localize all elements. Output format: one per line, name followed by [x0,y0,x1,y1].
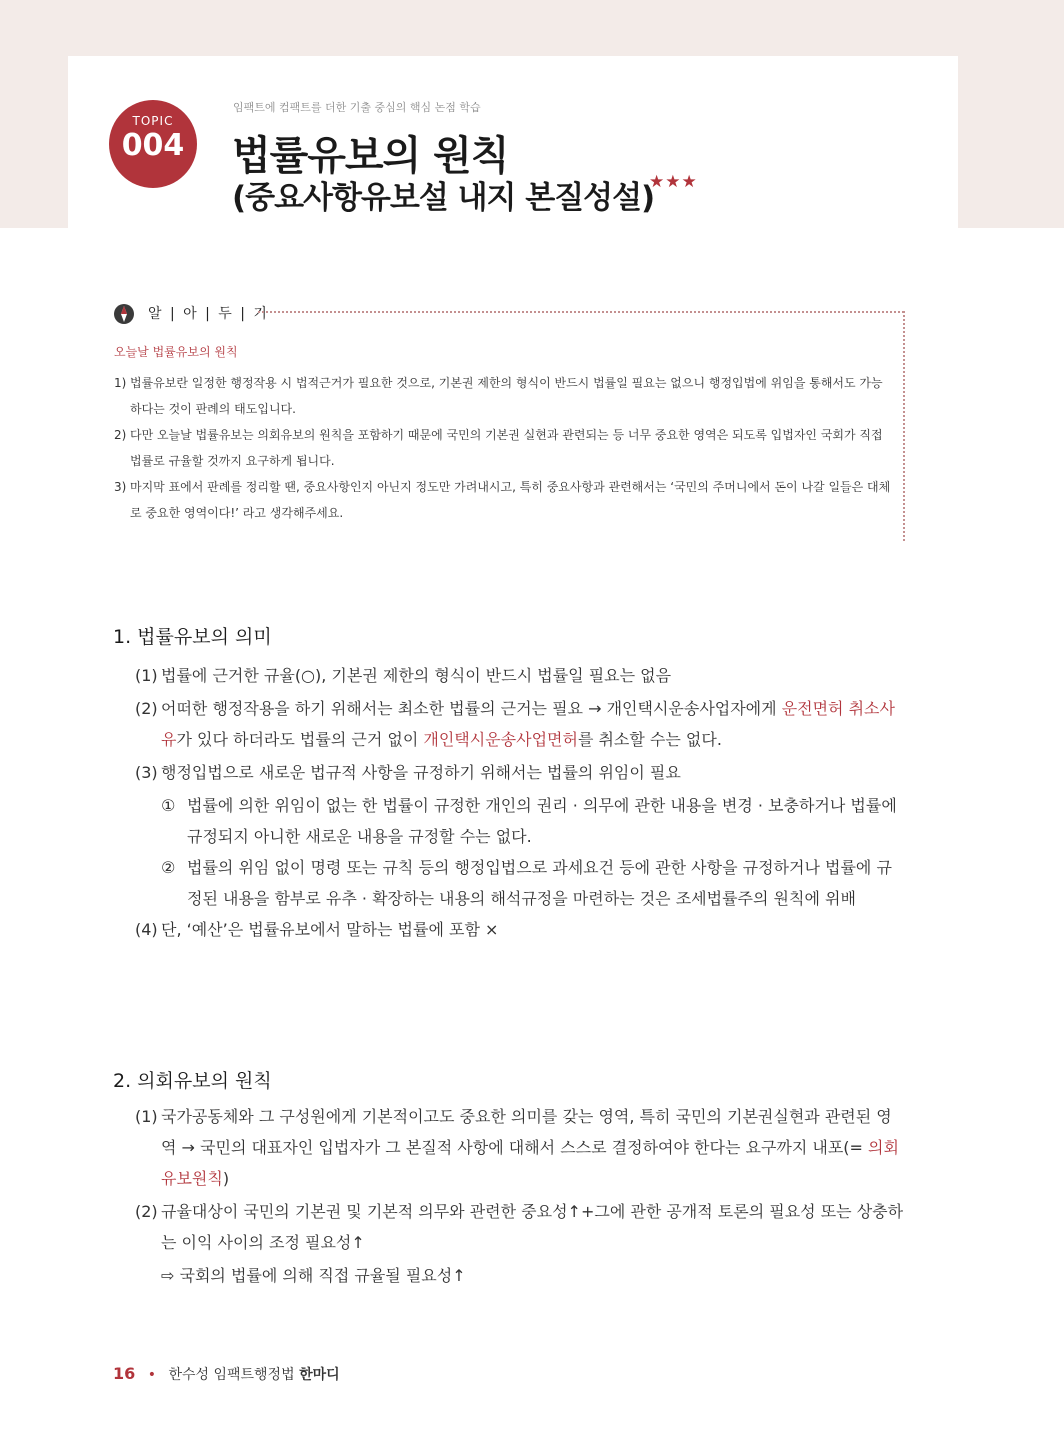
know-item-number: 2) [114,428,127,442]
section-heading-1: 1. 법률유보의 의미 [113,626,272,648]
topic-number: 004 [121,128,185,163]
paragraph-text [161,693,905,755]
sub-paragraph-number: ① [161,796,176,815]
paragraph-number: (1) [135,666,158,685]
know-item [114,474,894,526]
text-run: ) [222,1169,230,1188]
book-title-bold: 한마디 [299,1367,340,1383]
know-item-number: 1) [114,376,127,390]
page-footer [113,1364,340,1384]
text-run: 어떠한 행정작용을 하기 위해서는 최소한 법률의 근거는 필요 → 개인택시운송사업자에게 [161,699,782,718]
sub-paragraph-number: ② [161,858,176,877]
paragraph-text [161,1101,905,1194]
paragraph [135,914,905,945]
know-item-text: 법률유보란 일정한 행정작용 시 법적근거가 필요한 것으로, 기본권 제한의 형식이 반드시 법률일 필요는 없으니 행정입법에 위임을 통해서도 가능하다는 것이 판례의 태도입니다. [130,376,883,416]
paragraph-text: 행정입법으로 새로운 법규적 사항을 규정하기 위해서는 법률의 위임이 필요 [161,763,681,782]
importance-stars: ★★★ [649,172,698,192]
paragraph-number: (4) [135,920,158,939]
paragraph [135,660,905,691]
paragraph [135,1196,905,1258]
paragraph-number: (3) [135,763,158,782]
paragraph-number: (2) [135,1202,158,1221]
topic-badge [109,100,197,188]
paragraph [135,693,905,755]
text-run: 국가공동체와 그 구성원에게 기본적이고도 중요한 의미를 갖는 영역, 특히 국민의 기본권실현과 관련된 영역 → 국민의 대표자인 입법자가 그 본질적 사항에 대해서 스스로 결정하여야 한다는 요구까지 내포(= [161,1107,892,1157]
know-box-heading: 알 | 아 | 두 | 기 [148,306,269,322]
sub-paragraph [161,790,905,852]
know-box-border-right [903,311,905,541]
paragraph-number: (1) [135,1107,158,1126]
section-heading-2: 2. 의회유보의 원칙 [113,1070,272,1092]
book-title: 한수성 임팩트행정법 [168,1367,300,1383]
conclusion-line: ⇨ 국회의 법률에 의해 직접 규율될 필요성↑ [161,1266,466,1285]
paragraph [135,757,905,788]
text-run: 가 있다 하더라도 법률의 근거 없이 [176,730,424,749]
paragraph-text: 단, ‘예산’은 법률유보에서 말하는 법률에 포함 × [161,920,499,939]
sub-paragraph-text: 법률의 위임 없이 명령 또는 규칙 등의 행정입법으로 과세요건 등에 관한 사항을 규정하거나 법률에 규정된 내용을 함부로 유추 · 확장하는 내용의 해석규정을 마련하는 것은 조세법률주의 원칙에 위배 [187,858,892,908]
page-subtitle: 임팩트에 컴팩트를 더한 기출 중심의 핵심 논점 학습 [233,101,481,114]
know-item-number: 3) [114,480,127,494]
highlight-text: 개인택시운송사업면허 [423,730,578,749]
know-item-text: 마지막 표에서 판례를 정리할 땐, 중요사항인지 아닌지 정도만 가려내시고, 특히 중요사항과 관련해서는 ‘국민의 주머니에서 돈이 나갈 일들은 대체로 중요한 영역이다!’ 라고 생각해주세요. [130,480,891,520]
paragraph [135,1101,905,1194]
page-title: 법률유보의 원칙 [232,133,509,179]
know-item-text: 다만 오늘날 법률유보는 의회유보의 원칙을 포함하기 때문에 국민의 기본권 실현과 관련되는 등 너무 중요한 영역은 되도록 입법자인 국회가 직접 법률로 규율할 것까지 요구하게 됩니다. [130,428,883,468]
know-item [114,422,894,474]
know-box-subheading: 오늘날 법률유보의 원칙 [114,345,238,359]
section-2-body [135,1101,905,1291]
footer-separator: • [147,1367,156,1383]
paragraph-number: (2) [135,699,158,718]
paragraph-text: 규율대상이 국민의 기본권 및 기본적 의무와 관련한 중요성↑+그에 관한 공개적 토론의 필요성 또는 상충하는 이익 사이의 조정 필요성↑ [161,1202,904,1252]
text-run: 를 취소할 수는 없다. [577,730,722,749]
highlight-text: 운전면허 취소사유 [161,699,895,749]
sub-paragraph [161,852,905,914]
sub-paragraph-text: 법률에 의한 위임이 없는 한 법률이 규정한 개인의 권리 · 의무에 관한 내용을 변경 · 보충하거나 법률에 규정되지 아니한 새로운 내용을 규정할 수는 없다. [187,796,897,846]
know-box-border-top [258,311,904,313]
know-box-list [114,370,894,526]
compass-icon [112,302,136,326]
page-number: 16 [113,1364,136,1383]
section-1-body [135,660,905,947]
page-title-sub: (중요사항유보설 내지 본질성설) [232,180,655,216]
highlight-text: 의회유보원칙 [161,1138,899,1188]
know-item [114,370,894,422]
topic-label: TOPIC [132,114,174,128]
paragraph-text: 법률에 근거한 규율(○), 기본권 제한의 형식이 반드시 법률일 필요는 없음 [161,666,672,685]
